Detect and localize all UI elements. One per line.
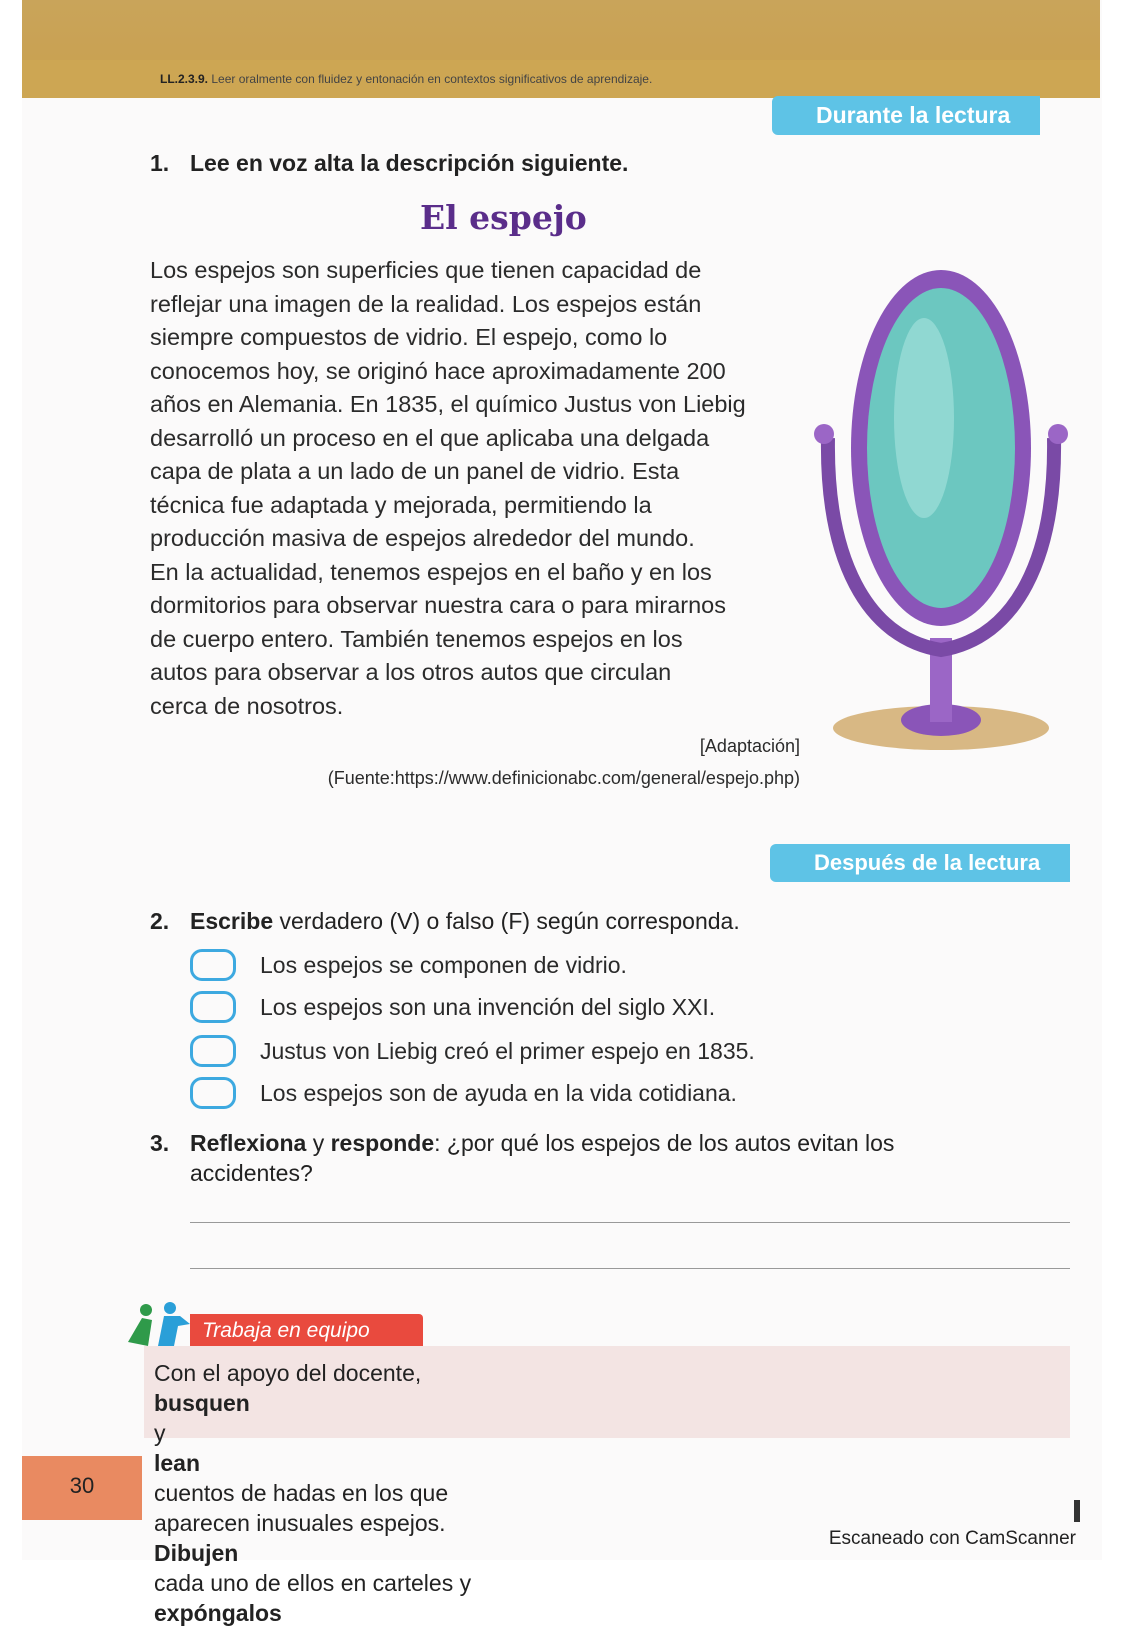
- answer-box[interactable]: [190, 1077, 236, 1109]
- scanner-watermark: Escaneado con CamScanner: [828, 1528, 1076, 1549]
- answer-box[interactable]: [190, 991, 236, 1023]
- mirror-illustration: [806, 258, 1076, 758]
- page-number: 30: [22, 1456, 142, 1520]
- answer-box[interactable]: [190, 1035, 236, 1067]
- question-3: 3. Reflexiona y responde: ¿por qué los espejos de los autos evitan los accidentes?: [150, 1130, 895, 1186]
- answer-box[interactable]: [190, 949, 236, 981]
- scan-mark: [1074, 1500, 1080, 1522]
- team-work-tag: Trabaja en equipo: [190, 1314, 423, 1348]
- true-false-item: Justus von Liebig creó el primer espejo en 1835.: [190, 1034, 755, 1068]
- reading-body: Los espejos son superficies que tienen capacidad de reflejar una imagen de la realidad. Los espejos están siempre compuestos de vidrio. El espejo, como lo conocemos hoy, se originó hace aproximadamente 200 años en Alemania. En 1835, el químico Justus von Liebig desarrolló un proceso en el que aplicaba una delgada capa de plata a un lado de un panel de vidrio. Esta técnica fue adaptada y mejorada, permitiendo la producción masiva de espejos alrededor del mundo. En la actualidad, tenemos espejos en el baño y en los dormitorios para observar nuestra cara o para mirarnos de cuerpo entero. También tenemos espejos en los autos para observar a los otros autos que circulan cerca de nosotros.: [150, 257, 746, 719]
- team-work-text: Con el apoyo del docente, busquen y lean cuentos de hadas en los que aparecen inusuales espejos. Dibujen cada uno de ellos en carteles y expóngalos: [154, 1360, 472, 1626]
- true-false-item: Los espejos se componen de vidrio.: [190, 948, 627, 982]
- question-2: 2. Escribe verdadero (V) o falso (F) según corresponda.: [150, 908, 740, 934]
- skill-code: LL.2.3.9. Leer oralmente con fluidez y entonación en contextos significativos de aprendizaje.: [160, 72, 653, 86]
- reading-title: El espejo: [420, 198, 587, 237]
- adaptation-note: [Adaptación]: [699, 736, 800, 756]
- answer-line[interactable]: [190, 1268, 1070, 1269]
- section-tag-before-reading: Durante la lectura: [772, 96, 1040, 135]
- question-1: 1. Lee en voz alta la descripción siguiente.: [150, 150, 629, 176]
- source-citation: (Fuente:https://www.definicionabc.com/general/espejo.php): [327, 768, 800, 788]
- answer-line[interactable]: [190, 1222, 1070, 1223]
- true-false-item: Los espejos son una invención del siglo XXI.: [190, 990, 715, 1024]
- true-false-item: Los espejos son de ayuda en la vida cotidiana.: [190, 1076, 737, 1110]
- section-tag-after-reading: Después de la lectura: [770, 844, 1070, 882]
- team-icon: [124, 1302, 194, 1348]
